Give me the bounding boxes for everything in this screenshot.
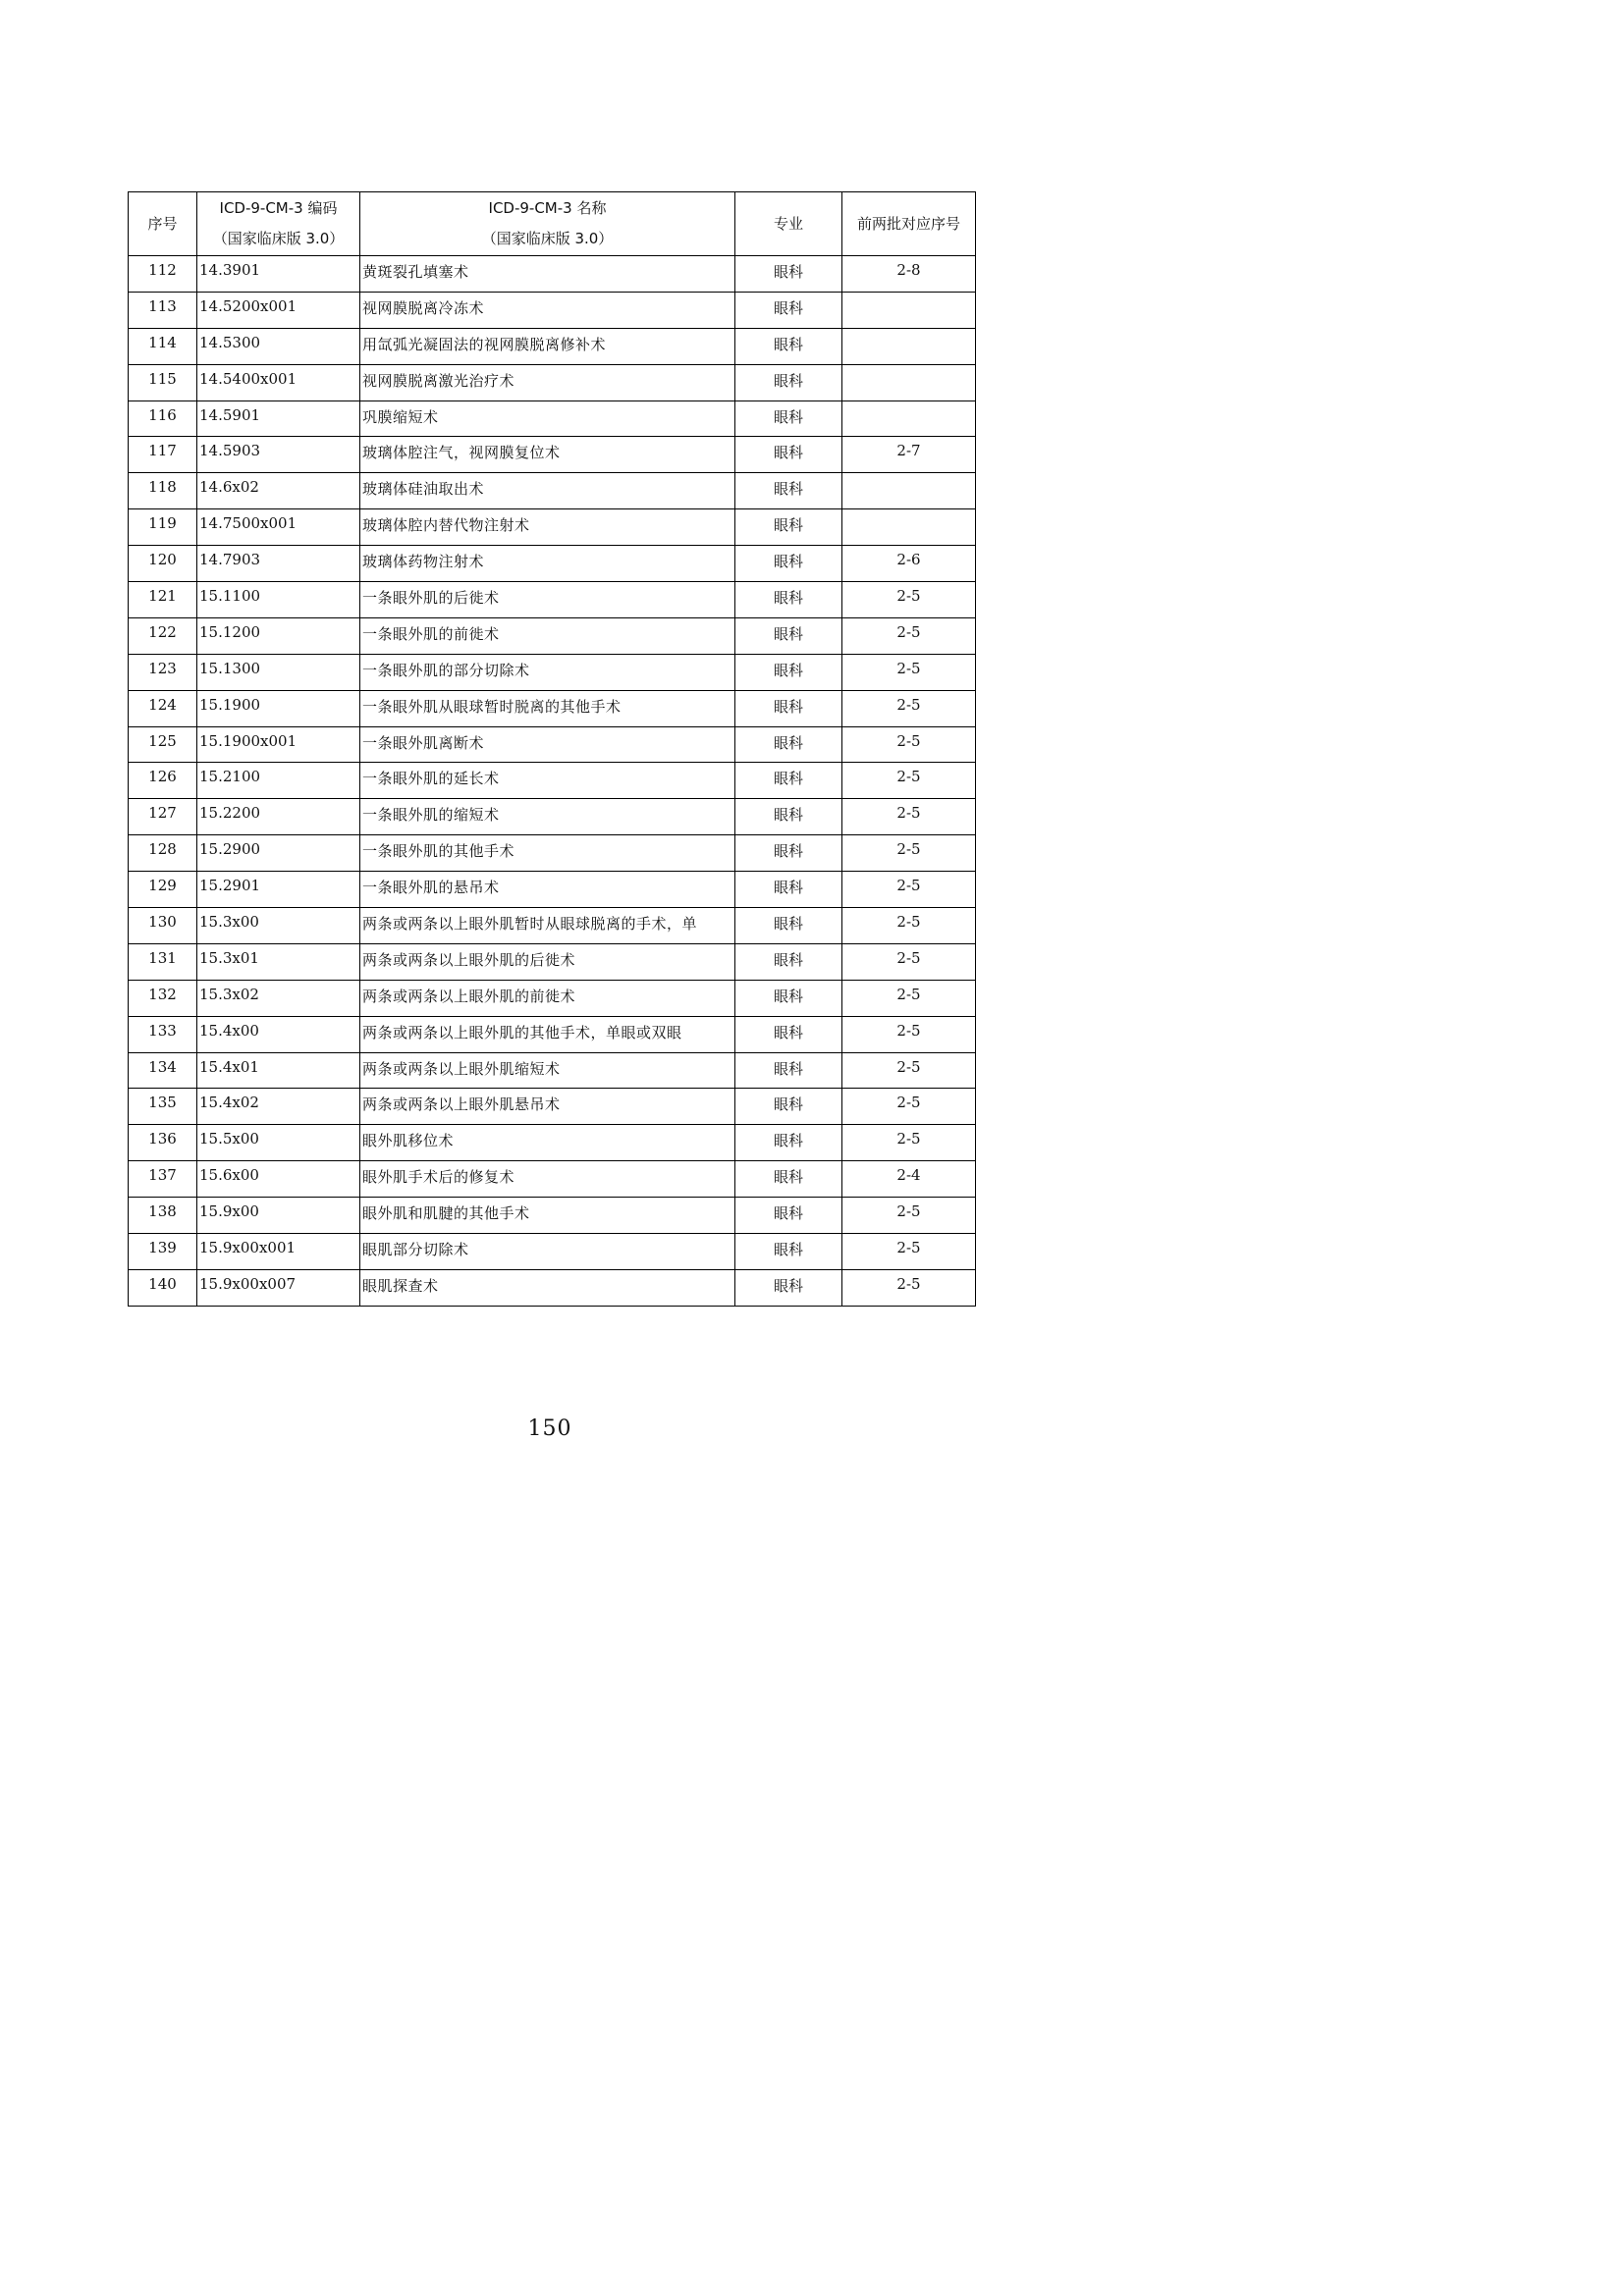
cell-specialty: 眼科 <box>735 292 842 328</box>
table-row <box>129 1161 976 1198</box>
cell-code: 14.7500x001 <box>197 509 360 546</box>
cell-specialty: 眼科 <box>735 1198 842 1234</box>
cell-code: 15.3x02 <box>197 980 360 1016</box>
header-specialty: 专业 <box>735 192 842 256</box>
cell-seq: 131 <box>129 943 197 980</box>
cell-seq: 119 <box>129 509 197 546</box>
header-code-line2: （国家临床版 3.0） <box>212 230 345 247</box>
cell-seq: 126 <box>129 763 197 799</box>
cell-code: 14.5903 <box>197 437 360 473</box>
cell-code: 14.5400x001 <box>197 364 360 400</box>
cell-name: 一条眼外肌离断术 <box>360 726 735 763</box>
cell-specialty: 眼科 <box>735 763 842 799</box>
cell-prev: 2-5 <box>842 799 976 835</box>
table-row <box>129 328 976 364</box>
table-row <box>129 799 976 835</box>
cell-seq: 135 <box>129 1089 197 1125</box>
cell-code: 15.1300 <box>197 654 360 690</box>
cell-seq: 140 <box>129 1269 197 1306</box>
cell-code: 15.1200 <box>197 617 360 654</box>
cell-prev: 2-8 <box>842 256 976 293</box>
cell-code: 15.2200 <box>197 799 360 835</box>
cell-name: 眼肌部分切除术 <box>360 1234 735 1270</box>
cell-code: 15.5x00 <box>197 1125 360 1161</box>
cell-specialty: 眼科 <box>735 654 842 690</box>
cell-seq: 118 <box>129 473 197 509</box>
cell-seq: 123 <box>129 654 197 690</box>
cell-name: 眼肌探查术 <box>360 1269 735 1306</box>
cell-seq: 134 <box>129 1052 197 1089</box>
cell-name: 两条或两条以上眼外肌悬吊术 <box>360 1089 735 1125</box>
table-row <box>129 1269 976 1306</box>
table-row <box>129 437 976 473</box>
cell-specialty: 眼科 <box>735 437 842 473</box>
cell-specialty: 眼科 <box>735 726 842 763</box>
table-row <box>129 582 976 618</box>
table-row <box>129 1125 976 1161</box>
cell-code: 14.5200x001 <box>197 292 360 328</box>
table-row <box>129 943 976 980</box>
cell-seq: 129 <box>129 872 197 908</box>
cell-seq: 117 <box>129 437 197 473</box>
table-row <box>129 1016 976 1052</box>
cell-name: 一条眼外肌的前徙术 <box>360 617 735 654</box>
cell-name: 玻璃体药物注射术 <box>360 546 735 582</box>
header-prev: 前两批对应序号 <box>842 192 976 256</box>
cell-name: 一条眼外肌的其他手术 <box>360 835 735 872</box>
cell-specialty: 眼科 <box>735 1234 842 1270</box>
cell-name: 用氙弧光凝固法的视网膜脱离修补术 <box>360 328 735 364</box>
cell-name: 一条眼外肌从眼球暂时脱离的其他手术 <box>360 690 735 726</box>
cell-specialty: 眼科 <box>735 256 842 293</box>
header-name <box>360 192 735 256</box>
table-row <box>129 546 976 582</box>
cell-prev: 2-5 <box>842 1016 976 1052</box>
cell-name: 视网膜脱离冷冻术 <box>360 292 735 328</box>
table-row <box>129 1198 976 1234</box>
cell-name: 一条眼外肌的延长术 <box>360 763 735 799</box>
cell-prev <box>842 509 976 546</box>
cell-specialty: 眼科 <box>735 509 842 546</box>
cell-specialty: 眼科 <box>735 1089 842 1125</box>
table-row <box>129 980 976 1016</box>
cell-prev <box>842 328 976 364</box>
cell-specialty: 眼科 <box>735 1016 842 1052</box>
cell-seq: 115 <box>129 364 197 400</box>
header-name-line1: ICD-9-CM-3 名称 <box>488 199 607 217</box>
cell-code: 15.2100 <box>197 763 360 799</box>
cell-specialty: 眼科 <box>735 690 842 726</box>
cell-code: 14.6x02 <box>197 473 360 509</box>
cell-seq: 138 <box>129 1198 197 1234</box>
table-row <box>129 763 976 799</box>
cell-prev: 2-5 <box>842 1125 976 1161</box>
cell-specialty: 眼科 <box>735 1269 842 1306</box>
cell-code: 14.5300 <box>197 328 360 364</box>
cell-name: 两条或两条以上眼外肌暂时从眼球脱离的手术，单 <box>360 908 735 944</box>
cell-name: 眼外肌和肌腱的其他手术 <box>360 1198 735 1234</box>
table-row <box>129 256 976 293</box>
header-seq: 序号 <box>129 192 197 256</box>
cell-code: 15.9x00x007 <box>197 1269 360 1306</box>
cell-specialty: 眼科 <box>735 1052 842 1089</box>
cell-name: 眼外肌移位术 <box>360 1125 735 1161</box>
cell-seq: 136 <box>129 1125 197 1161</box>
table-row <box>129 908 976 944</box>
cell-specialty: 眼科 <box>735 980 842 1016</box>
cell-seq: 124 <box>129 690 197 726</box>
table-row <box>129 1234 976 1270</box>
cell-code: 15.3x00 <box>197 908 360 944</box>
cell-name: 一条眼外肌的悬吊术 <box>360 872 735 908</box>
table-row <box>129 1052 976 1089</box>
cell-prev: 2-5 <box>842 835 976 872</box>
cell-code: 14.3901 <box>197 256 360 293</box>
cell-code: 15.9x00 <box>197 1198 360 1234</box>
cell-prev: 2-5 <box>842 908 976 944</box>
cell-seq: 116 <box>129 400 197 437</box>
cell-specialty: 眼科 <box>735 582 842 618</box>
cell-seq: 130 <box>129 908 197 944</box>
cell-prev: 2-5 <box>842 690 976 726</box>
cell-name: 一条眼外肌的后徙术 <box>360 582 735 618</box>
cell-seq: 120 <box>129 546 197 582</box>
cell-prev: 2-5 <box>842 980 976 1016</box>
cell-specialty: 眼科 <box>735 1125 842 1161</box>
page-number: 150 <box>527 1416 572 1441</box>
cell-code: 15.1900x001 <box>197 726 360 763</box>
cell-seq: 133 <box>129 1016 197 1052</box>
table-row <box>129 872 976 908</box>
cell-specialty: 眼科 <box>735 943 842 980</box>
cell-prev <box>842 364 976 400</box>
cell-specialty: 眼科 <box>735 872 842 908</box>
cell-specialty: 眼科 <box>735 473 842 509</box>
cell-name: 玻璃体硅油取出术 <box>360 473 735 509</box>
cell-seq: 122 <box>129 617 197 654</box>
cell-code: 15.4x00 <box>197 1016 360 1052</box>
cell-prev: 2-5 <box>842 654 976 690</box>
header-code <box>197 192 360 256</box>
cell-prev: 2-5 <box>842 1198 976 1234</box>
table-row <box>129 835 976 872</box>
cell-name: 一条眼外肌的部分切除术 <box>360 654 735 690</box>
cell-code: 15.1900 <box>197 690 360 726</box>
cell-prev: 2-5 <box>842 872 976 908</box>
cell-prev: 2-5 <box>842 943 976 980</box>
cell-seq: 137 <box>129 1161 197 1198</box>
cell-prev: 2-5 <box>842 1052 976 1089</box>
cell-name: 玻璃体腔内替代物注射术 <box>360 509 735 546</box>
cell-specialty: 眼科 <box>735 1161 842 1198</box>
cell-prev <box>842 292 976 328</box>
table-row <box>129 364 976 400</box>
header-row <box>129 192 976 256</box>
cell-seq: 113 <box>129 292 197 328</box>
cell-code: 15.3x01 <box>197 943 360 980</box>
cell-specialty: 眼科 <box>735 546 842 582</box>
cell-name: 两条或两条以上眼外肌缩短术 <box>360 1052 735 1089</box>
cell-name: 两条或两条以上眼外肌的前徙术 <box>360 980 735 1016</box>
cell-specialty: 眼科 <box>735 799 842 835</box>
cell-prev: 2-5 <box>842 1234 976 1270</box>
table-row <box>129 473 976 509</box>
table-row <box>129 509 976 546</box>
cell-code: 15.2901 <box>197 872 360 908</box>
cell-prev: 2-5 <box>842 582 976 618</box>
cell-name: 一条眼外肌的缩短术 <box>360 799 735 835</box>
cell-code: 15.2900 <box>197 835 360 872</box>
cell-code: 15.4x01 <box>197 1052 360 1089</box>
table-row <box>129 726 976 763</box>
cell-name: 视网膜脱离激光治疗术 <box>360 364 735 400</box>
cell-specialty: 眼科 <box>735 364 842 400</box>
cell-code: 15.4x02 <box>197 1089 360 1125</box>
cell-specialty: 眼科 <box>735 617 842 654</box>
table-row <box>129 654 976 690</box>
cell-seq: 127 <box>129 799 197 835</box>
table-body <box>129 256 976 1307</box>
cell-code: 14.7903 <box>197 546 360 582</box>
cell-prev: 2-7 <box>842 437 976 473</box>
cell-seq: 132 <box>129 980 197 1016</box>
cell-seq: 112 <box>129 256 197 293</box>
cell-name: 眼外肌手术后的修复术 <box>360 1161 735 1198</box>
cell-prev <box>842 400 976 437</box>
cell-specialty: 眼科 <box>735 835 842 872</box>
cell-name: 两条或两条以上眼外肌的后徙术 <box>360 943 735 980</box>
cell-prev: 2-5 <box>842 726 976 763</box>
cell-prev: 2-5 <box>842 1269 976 1306</box>
cell-specialty: 眼科 <box>735 400 842 437</box>
cell-name: 巩膜缩短术 <box>360 400 735 437</box>
cell-seq: 128 <box>129 835 197 872</box>
cell-prev <box>842 473 976 509</box>
cell-name: 玻璃体腔注气，视网膜复位术 <box>360 437 735 473</box>
cell-prev: 2-5 <box>842 617 976 654</box>
cell-code: 14.5901 <box>197 400 360 437</box>
cell-prev: 2-6 <box>842 546 976 582</box>
cell-seq: 139 <box>129 1234 197 1270</box>
cell-code: 15.6x00 <box>197 1161 360 1198</box>
cell-seq: 125 <box>129 726 197 763</box>
header-code-line1: ICD-9-CM-3 编码 <box>219 199 338 217</box>
procedure-table <box>128 191 976 1307</box>
cell-name: 黄斑裂孔填塞术 <box>360 256 735 293</box>
table-header <box>129 192 976 256</box>
cell-name: 两条或两条以上眼外肌的其他手术，单眼或双眼 <box>360 1016 735 1052</box>
cell-code: 15.1100 <box>197 582 360 618</box>
header-name-line2: （国家临床版 3.0） <box>481 230 614 247</box>
cell-specialty: 眼科 <box>735 328 842 364</box>
table-row <box>129 1089 976 1125</box>
cell-prev: 2-5 <box>842 1089 976 1125</box>
table-row <box>129 292 976 328</box>
table-row <box>129 400 976 437</box>
cell-specialty: 眼科 <box>735 908 842 944</box>
cell-seq: 121 <box>129 582 197 618</box>
table-row <box>129 617 976 654</box>
table-row <box>129 690 976 726</box>
cell-code: 15.9x00x001 <box>197 1234 360 1270</box>
cell-prev: 2-5 <box>842 763 976 799</box>
cell-prev: 2-4 <box>842 1161 976 1198</box>
cell-seq: 114 <box>129 328 197 364</box>
